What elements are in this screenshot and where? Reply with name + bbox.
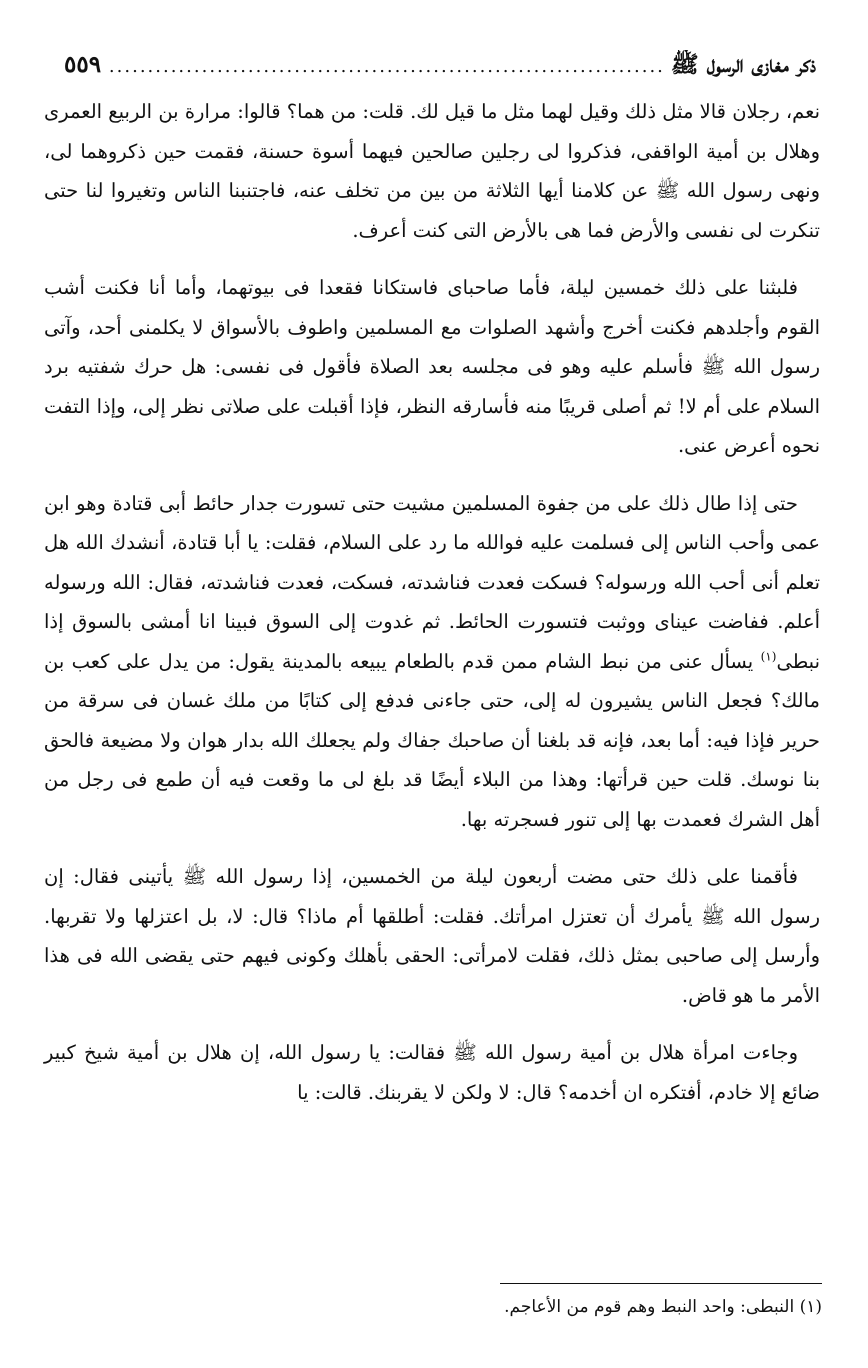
footnote-reference[interactable]: (١) <box>760 649 777 663</box>
paragraph: وجاءت امرأة هلال بن أمية رسول الله ﷺ فقالت: يا رسول الله، إن هلال بن أمية شيخ كبير ضائع إلا خادم، أفتكره ان أخدمه؟ قال: لا ولكن لا يقربنك. قالت: يا <box>44 1041 820 1104</box>
paragraph: فأقمنا على ذلك حتى مضت أربعون ليلة من الخمسين، إذا رسول الله ﷺ يأتينى فقال: إن رسول الله ﷺ يأمرك أن تعتزل امرأتك. فقلت: أطلقها أم ماذا؟ قال: لا، بل اعتزلها ولا تقربها. وأرسل إلى صاحبى بمثل ذلك، فقلت لامرأتى: الحقى بأهلك وكونى فيهم حتى يقضى الله فى هذا الأمر ما هو قاض. <box>44 865 820 1007</box>
paragraph: نعم، رجلان قالا مثل ذلك وقيل لهما مثل ما قيل لك. قلت: من هما؟ قالوا: مرارة بن الربيع العمرى وهلال بن أمية الواقفى، فذكروا لى رجلين صالحين فيهما أسوة حسنة، فقمت حين ذكروهما لى، ونهى رسول الله ﷺ عن كلامنا أيها الثلاثة من بين من تخلف عنه، فاجتنبنا الناس وتغيروا لنا حتى تنكرت لى نفسى والأرض فما هى بالأرض التى كنت أعرف. <box>44 100 820 242</box>
paragraph-text: حتى إذا طال ذلك على من جفوة المسلمين مشيت حتى تسورت جدار حائط أبى قتادة وهو ابن عمى وأحب الناس إلى فسلمت عليه فوالله ما رد على السلام، فقلت: يا أبا قتادة، أنشدك الله هل تعلم أنى أحب الله ورسوله؟ فسكت فعدت فناشدته، فسكت، فعدت فناشدته، فقال: الله ورسوله أعلم. ففاضت عيناى ووثبت فتسورت الحائط. ثم غدوت إلى السوق فبينا انا أمشى بالسوق إذا نبطى <box>44 491 820 673</box>
paragraph-text: يسأل عنى من نبط الشام ممن قدم بالطعام يبيعه بالمدينة يقول: من يدل على كعب بن مالك؟ فجعل الناس يشيرون له إلى، حتى جاءنى فدفع إلى كتابًا من ملك غسان فى سرقة من حرير فإذا فيه: أما بعد، فإنه قد بلغنا أن صاحبك جفاك ولم يجعلك الله بدار هوان ولا مضيعة فالحق بنا نوسك. قلت حين قرأتها: وهذا من البلاء أيضًا قد بلغ لى ما وقعت فيه أن طمع فى رجل من أهل الشرك فعمدت بها إلى تنور فسجرته بها. <box>44 649 820 831</box>
footnote: (١) النبطى: واحد النبط وهم قوم من الأعاجم. <box>504 1297 822 1317</box>
footnote-divider <box>500 1283 822 1284</box>
paragraph: فلبثنا على ذلك خمسين ليلة، فأما صاحباى فاستكانا فقعدا فى بيوتهما، وأما أنا فكنت أشب القوم وأجلدهم فكنت أخرج وأشهد الصلوات مع المسلمين واطوف بالأسواق لا يكلمنى أحد، وآتى رسول الله ﷺ فأسلم عليه وهو فى مجلسه بعد الصلاة فأقول فى نفسى: هل حرك شفتيه برد السلام على أم لا! ثم أصلى قريبًا منه فأسارقه النظر، فإذا أقبلت على صلاتى نظر إلى، وإذا التفت نحوه أعرض عنى. <box>44 276 820 457</box>
paragraph <box>44 484 820 840</box>
running-header <box>64 50 816 90</box>
chapter-title: ذكر مغازى الرسول ﷺ <box>670 51 816 78</box>
leader-dots <box>107 56 665 77</box>
text-body <box>44 92 820 1130</box>
page-number: ٥٥٩ <box>64 51 102 78</box>
